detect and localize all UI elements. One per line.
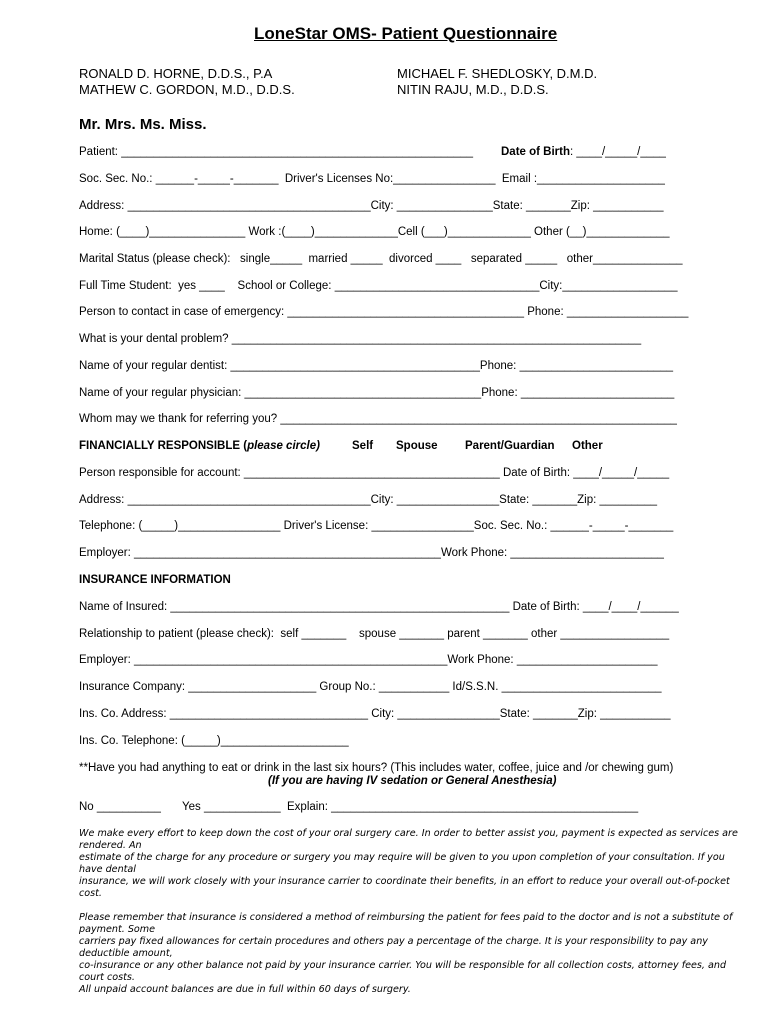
emergency-contact-field[interactable]: Person to contact in case of emergency: _____________________________________ Phone: ___________________ — [79, 306, 689, 318]
financial-responsible-label: FINANCIALLY RESPONSIBLE (please circle) — [79, 440, 320, 452]
insurance-employer-field[interactable]: Employer: _________________________________________________Work Phone: ______________________ — [79, 654, 658, 666]
dob-blank: : ____/_____/____ — [570, 146, 666, 158]
option-parent-guardian[interactable]: Parent/Guardian — [465, 440, 555, 452]
responsible-address-field[interactable]: Address: ______________________________________City: ________________State: _______Zip: _________ — [79, 494, 658, 506]
insurance-policy-paragraph: Please remember that insurance is considered a method of reimbursing the patient for fees paid to the doctor and is not a substitute of payment. Some carriers pay fixed allowances for certain procedures and others pay a percentage of the charge. It is your responsibility to pay any deductible amount, co-insurance or any other balance not paid by your insurance carrier. You will be responsible for all collection costs, attorney fees, and court costs. All unpaid account balances are due in full within 60 days of surgery. — [79, 912, 733, 995]
doctor-name: NITIN RAJU, M.D., D.D.S. — [397, 82, 549, 97]
patient-address-field[interactable]: Address: ______________________________________City: _______________State: _______Zip: ___________ — [79, 200, 664, 212]
option-spouse[interactable]: Spouse — [396, 440, 438, 452]
referral-field[interactable]: Whom may we thank for referring you? ______________________________________________________________ — [79, 413, 677, 425]
option-other[interactable]: Other — [572, 440, 603, 452]
patient-dob-field[interactable] — [501, 146, 666, 158]
option-self[interactable]: Self — [352, 440, 374, 452]
page-title: LoneStar OMS- Patient Questionnaire — [254, 24, 558, 43]
responsible-telephone-field[interactable]: Telephone: (_____)________________ Driver's License: ________________Soc. Sec. No.: ______-_____-_______ — [79, 520, 674, 532]
doctor-name: RONALD D. HORNE, D.D.S., P.A — [79, 66, 273, 81]
insurance-address-field[interactable]: Ins. Co. Address: _______________________________ City: ________________State: _______Zip: ___________ — [79, 708, 671, 720]
insurance-section-heading: INSURANCE INFORMATION — [79, 574, 231, 586]
student-school-field[interactable]: Full Time Student: yes ____ School or College: ________________________________City:__________________ — [79, 280, 678, 292]
answer-no-field[interactable]: No __________ — [79, 801, 161, 813]
explain-field[interactable]: Explain: ________________________________________________ — [287, 801, 639, 813]
responsible-employer-field[interactable]: Employer: ________________________________________________Work Phone: ________________________ — [79, 547, 664, 559]
ssn-license-email-field[interactable]: Soc. Sec. No.: ______-_____-_______ Driver's Licenses No:________________ Email :____________________ — [79, 173, 665, 185]
doctor-name: MICHAEL F. SHEDLOSKY, D.M.D. — [397, 66, 598, 81]
marital-status-field[interactable]: Marital Status (please check): single_____ married _____ divorced ____ separated _____ other______________ — [79, 253, 683, 265]
eat-drink-question: **Have you had anything to eat or drink in the last six hours? (This includes water, coffee, juice and /or chewing gum) — [79, 762, 674, 774]
sedation-note: (If you are having IV sedation or General Anesthesia) — [268, 775, 557, 787]
doctor-name: MATHEW C. GORDON, M.D., D.D.S. — [79, 82, 295, 97]
dental-problem-field[interactable]: What is your dental problem? ________________________________________________________________ — [79, 333, 642, 345]
salutation-options[interactable]: Mr. Mrs. Ms. Miss. — [79, 116, 207, 133]
regular-physician-field[interactable]: Name of your regular physician: _____________________________________Phone: ________________________ — [79, 387, 675, 399]
responsible-person-field[interactable]: Person responsible for account: ________________________________________ Date of Birth: ____/_____/_____ — [79, 467, 670, 479]
phone-numbers-field[interactable]: Home: (____)_______________ Work :(____)_____________Cell (___)_____________ Other (__)_____________ — [79, 226, 670, 238]
payment-policy-paragraph: We make every effort to keep down the cost of your oral surgery care. In order to better assist you, payment is expected as services are rendered. An estimate of the charge for any procedure or surgery you may require will be given to you upon completion of your consultation. If you have dental insurance, we will work closely with your insurance carrier to coordinate their benefits, in an effort to reduce your overall out-of-pocket cost. — [79, 828, 738, 899]
dob-label: Date of Birth — [501, 146, 570, 158]
patient-name-field[interactable]: Patient: _______________________________________________________ — [79, 146, 473, 158]
answer-yes-field[interactable]: Yes ____________ — [182, 801, 281, 813]
insurance-telephone-field[interactable]: Ins. Co. Telephone: (_____)____________________ — [79, 735, 349, 747]
insured-name-field[interactable]: Name of Insured: _____________________________________________________ Date of Birth: ____/____/______ — [79, 601, 679, 613]
relationship-field[interactable]: Relationship to patient (please check): self _______ spouse _______ parent _______ other _________________ — [79, 628, 670, 640]
insurance-company-field[interactable]: Insurance Company: ____________________ Group No.: ___________ Id/S.S.N. _________________________ — [79, 681, 662, 693]
regular-dentist-field[interactable]: Name of your regular dentist: _______________________________________Phone: ________________________ — [79, 360, 674, 372]
